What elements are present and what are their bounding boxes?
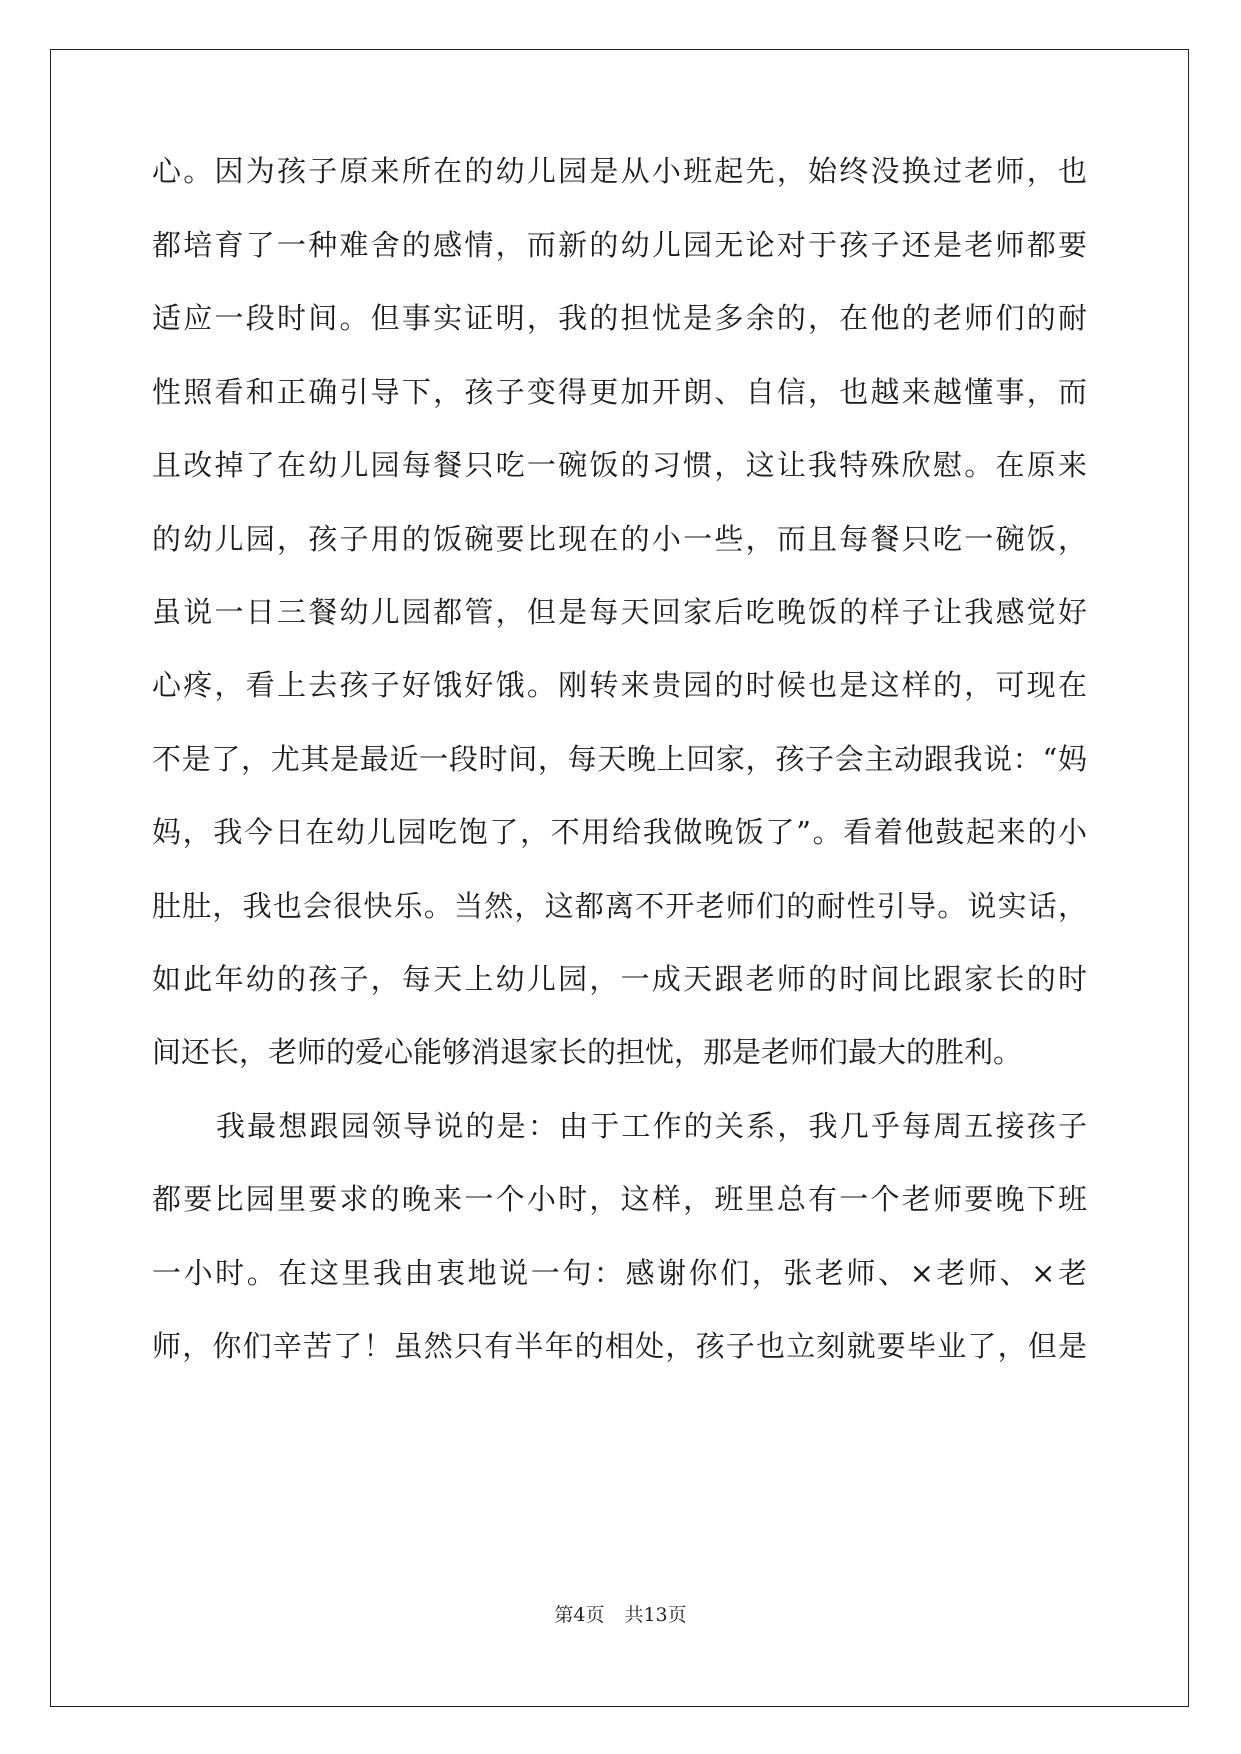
text-line: 且改掉了在幼儿园每餐只吃一碗饭的习惯，这让我特殊欣慰。在原来 xyxy=(152,448,1087,482)
paragraph-first-line: 我最想跟园领导说的是：由于工作的关系，我几乎每周五接孩子 xyxy=(216,1109,1087,1143)
text-line: 都培育了一种难舍的感情，而新的幼儿园无论对于孩子还是老师都要 xyxy=(152,228,1087,262)
text-line: 的幼儿园，孩子用的饭碗要比现在的小一些，而且每餐只吃一碗饭， xyxy=(152,522,1087,556)
text-line: 如此年幼的孩子，每天上幼儿园，一成天跟老师的时间比跟家长的时 xyxy=(152,962,1087,996)
text-line: 虽说一日三餐幼儿园都管，但是每天回家后吃晚饭的样子让我感觉好 xyxy=(152,595,1087,629)
text-line: 师，你们辛苦了！虽然只有半年的相处，孩子也立刻就要毕业了，但是 xyxy=(152,1329,1087,1363)
text-line: 性照看和正确引导下，孩子变得更加开朗、自信，也越来越懂事，而 xyxy=(152,375,1087,409)
page-number-current: 第4页 xyxy=(554,1604,605,1626)
text-line: 心。因为孩子原来所在的幼儿园是从小班起先，始终没换过老师，也 xyxy=(152,154,1087,188)
text-line: 间还长，老师的爱心能够消退家长的担忧，那是老师们最大的胜利。 xyxy=(152,1035,1023,1069)
text-line: 适应一段时间。但事实证明，我的担忧是多余的，在他的老师们的耐 xyxy=(152,301,1087,335)
page-footer xyxy=(0,1600,1241,1627)
text-line: 肚肚，我也会很快乐。当然，这都离不开老师们的耐性引导。说实话， xyxy=(152,889,1087,923)
page-number-total: 共13页 xyxy=(624,1604,687,1626)
text-line: 心疼，看上去孩子好饿好饿。刚转来贵园的时候也是这样的，可现在 xyxy=(152,668,1087,702)
text-line: 一小时。在这里我由衷地说一句：感谢你们，张老师、×老师、×老 xyxy=(152,1256,1087,1290)
text-line: 都要比园里要求的晚来一个小时，这样，班里总有一个老师要晚下班 xyxy=(152,1182,1087,1216)
text-line: 妈，我今日在幼儿园吃饱了，不用给我做晚饭了”。看着他鼓起来的小 xyxy=(152,815,1087,849)
text-line: 不是了，尤其是最近一段时间，每天晚上回家，孩子会主动跟我说：“妈 xyxy=(152,742,1087,776)
